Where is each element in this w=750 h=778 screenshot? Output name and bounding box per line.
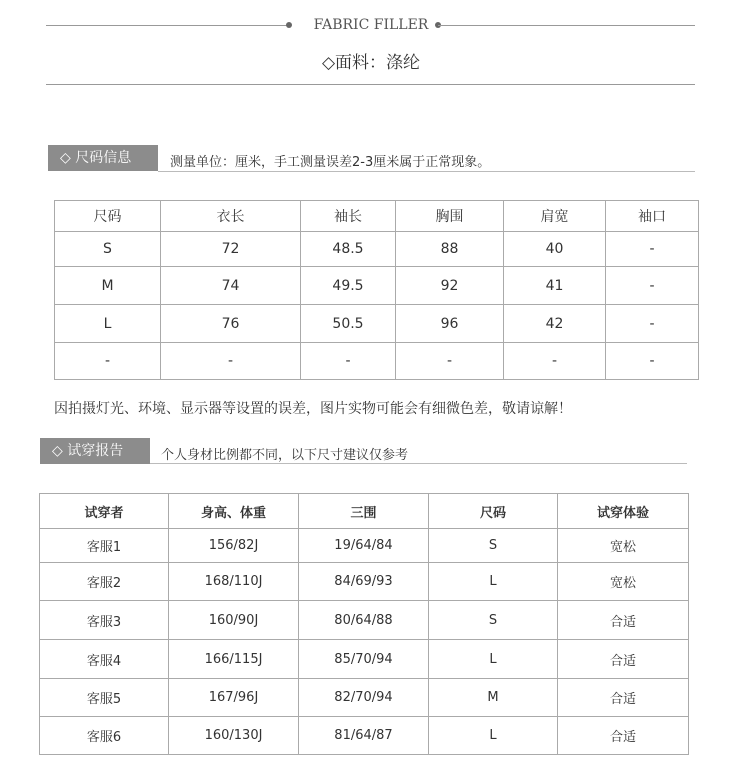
table-cell: -	[55, 343, 161, 380]
table-cell: M	[55, 267, 161, 305]
table-cell: L	[429, 717, 558, 755]
table-cell: 84/69/93	[299, 563, 429, 601]
disclaimer: 因拍摄灯光、环境、显示器等设置的误差，图片实物可能会有细微色差，敬请谅解！	[54, 401, 572, 417]
table-cell: 166/115J	[169, 640, 299, 679]
table-cell: 合适	[558, 601, 689, 640]
table-cell: 72	[161, 232, 301, 267]
table-cell: 宽松	[558, 563, 689, 601]
table-cell: -	[301, 343, 396, 380]
table-cell: 80/64/88	[299, 601, 429, 640]
table-cell: -	[504, 343, 606, 380]
table-row	[40, 529, 689, 563]
table-cell: 92	[396, 267, 504, 305]
table-cell: 167/96J	[169, 679, 299, 717]
trial-report-note: 个人身材比例都不同，以下尺寸建议仅参考	[161, 448, 409, 463]
table-cell: 19/64/84	[299, 529, 429, 563]
table-cell: 40	[504, 232, 606, 267]
table-cell: 48.5	[301, 232, 396, 267]
column-header: 尺码	[429, 494, 558, 529]
size-table	[54, 200, 699, 380]
table-cell: 宽松	[558, 529, 689, 563]
column-header: 胸围	[396, 201, 504, 232]
table-cell: 客服6	[40, 717, 169, 755]
table-row	[40, 717, 689, 755]
table-cell: 合适	[558, 640, 689, 679]
table-cell: 160/90J	[169, 601, 299, 640]
table-cell: L	[55, 305, 161, 343]
table-row	[55, 305, 699, 343]
column-header: 尺码	[55, 201, 161, 232]
table-row	[40, 563, 689, 601]
table-cell: L	[429, 640, 558, 679]
table-cell: 42	[504, 305, 606, 343]
table-header-row	[55, 201, 699, 232]
table-cell: -	[396, 343, 504, 380]
table-row	[40, 601, 689, 640]
table-cell: M	[429, 679, 558, 717]
table-row	[40, 679, 689, 717]
table-cell: 49.5	[301, 267, 396, 305]
table-cell: 客服2	[40, 563, 169, 601]
trial-table	[39, 493, 689, 755]
column-header: 三围	[299, 494, 429, 529]
table-cell: 168/110J	[169, 563, 299, 601]
table-cell: 85/70/94	[299, 640, 429, 679]
table-cell: 88	[396, 232, 504, 267]
table-cell: -	[606, 232, 699, 267]
divider	[46, 84, 695, 85]
column-header: 衣长	[161, 201, 301, 232]
table-cell: 74	[161, 267, 301, 305]
table-row	[55, 343, 699, 380]
table-row	[55, 232, 699, 267]
table-cell: -	[606, 267, 699, 305]
fabric-filler-subtitle: FABRIC FILLER	[313, 17, 429, 33]
table-cell: 160/130J	[169, 717, 299, 755]
table-cell: 客服5	[40, 679, 169, 717]
trial-report-header: ◇ 试穿报告	[40, 438, 150, 464]
table-cell: S	[55, 232, 161, 267]
table-cell: S	[429, 601, 558, 640]
table-cell: -	[161, 343, 301, 380]
size-info-header: ◇ 尺码信息	[48, 145, 158, 171]
table-cell: -	[606, 305, 699, 343]
table-cell: -	[606, 343, 699, 380]
table-header-row	[40, 494, 689, 529]
table-row	[40, 640, 689, 679]
column-header: 肩宽	[504, 201, 606, 232]
column-header: 试穿者	[40, 494, 169, 529]
table-cell: 合适	[558, 679, 689, 717]
column-header: 试穿体验	[558, 494, 689, 529]
table-row	[55, 267, 699, 305]
column-header: 袖口	[606, 201, 699, 232]
divider	[158, 171, 695, 172]
table-cell: 50.5	[301, 305, 396, 343]
table-cell: 合适	[558, 717, 689, 755]
size-info-note: 测量单位：厘米，手工测量误差2-3厘米属于正常现象。	[170, 155, 491, 170]
column-header: 身高、体重	[169, 494, 299, 529]
table-cell: 客服3	[40, 601, 169, 640]
table-cell: 客服4	[40, 640, 169, 679]
table-cell: 82/70/94	[299, 679, 429, 717]
table-cell: L	[429, 563, 558, 601]
table-cell: 41	[504, 267, 606, 305]
table-cell: 客服1	[40, 529, 169, 563]
table-cell: 96	[396, 305, 504, 343]
fabric-title: ◇面料：涤纶	[321, 53, 421, 73]
table-cell: 81/64/87	[299, 717, 429, 755]
table-cell: S	[429, 529, 558, 563]
table-cell: 156/82J	[169, 529, 299, 563]
table-cell: 76	[161, 305, 301, 343]
column-header: 袖长	[301, 201, 396, 232]
divider	[150, 463, 687, 464]
